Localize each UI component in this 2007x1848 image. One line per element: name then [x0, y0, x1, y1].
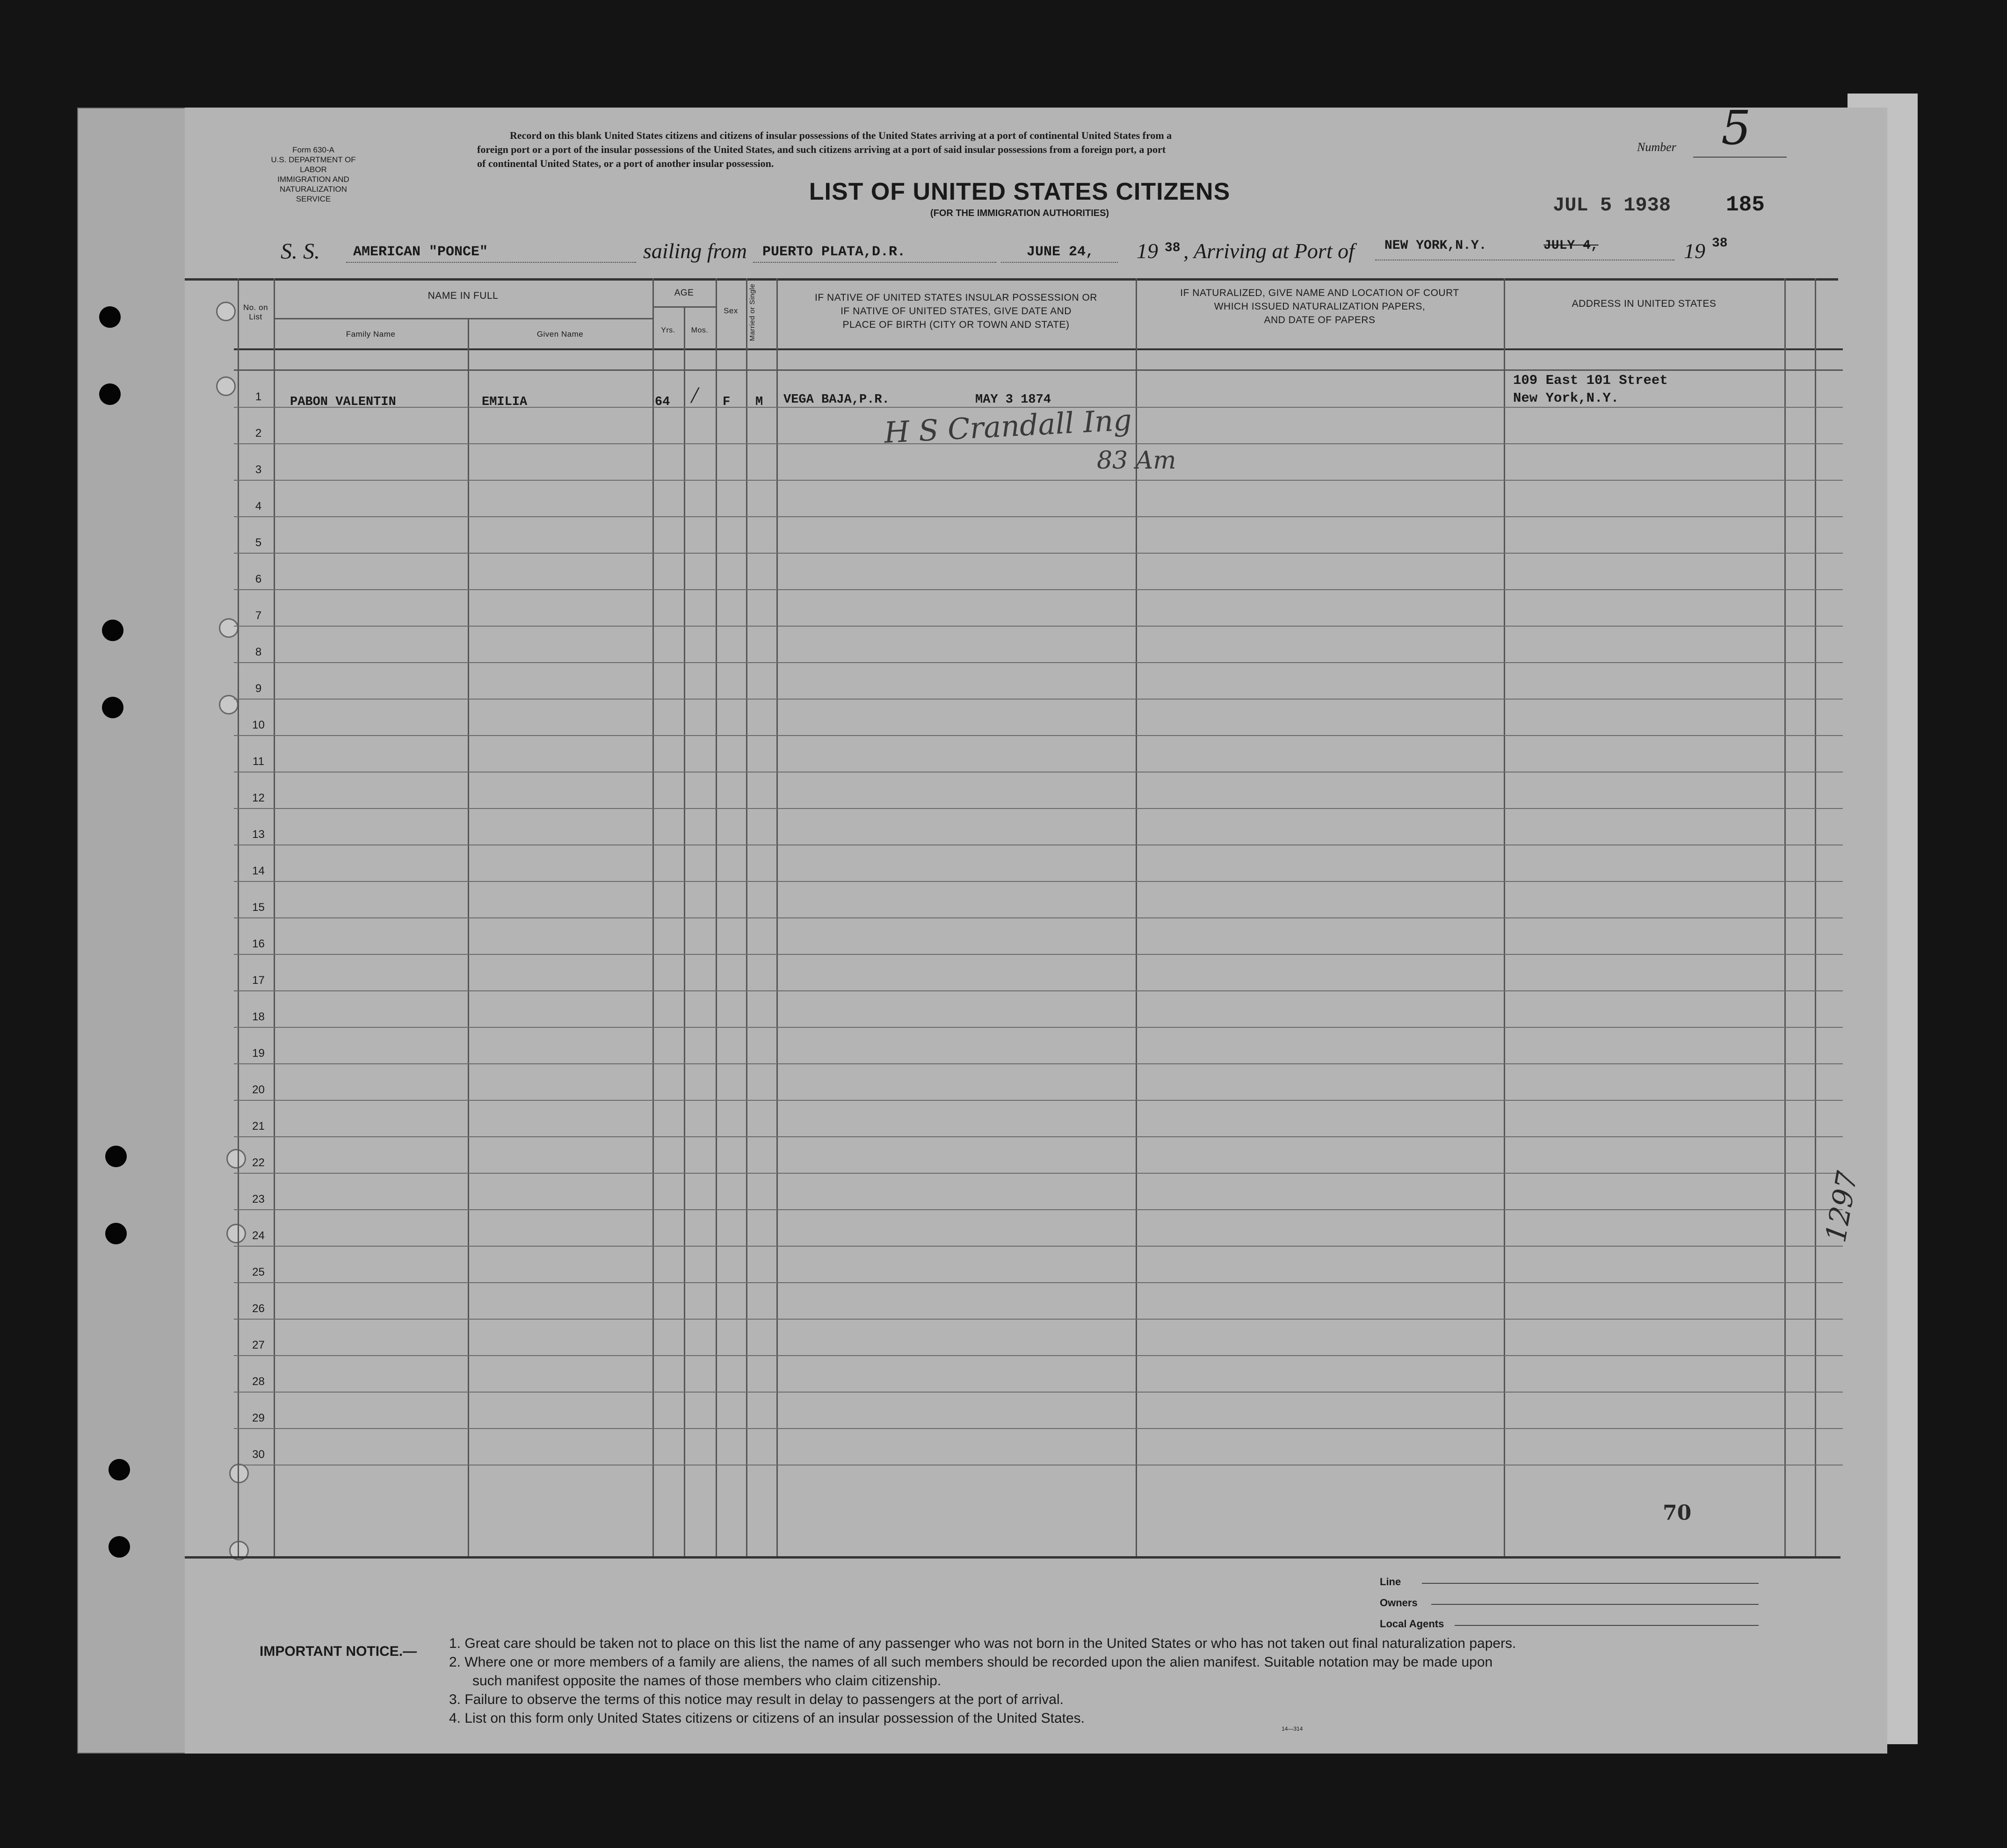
entry-sex: F — [723, 395, 731, 409]
row-rule — [234, 917, 1843, 918]
binder-ring — [219, 695, 239, 715]
header-months: Mos. — [691, 326, 709, 334]
table-header-bottom — [234, 348, 1843, 350]
header-address: ADDRESS IN UNITED STATES — [1572, 298, 1717, 309]
header-naturalization — [1136, 286, 1504, 327]
header-years: Yrs. — [661, 326, 675, 334]
binder-ring — [216, 376, 236, 396]
received-stamp: JUL 5 1938 — [1553, 194, 1671, 217]
header-line: IF NATURALIZED, GIVE NAME AND LOCATION OF COURT — [1180, 288, 1459, 298]
form-sheet — [185, 108, 1887, 1754]
form-id: Form 630-A — [292, 145, 334, 154]
arriving-label: , Arriving at Port of — [1183, 239, 1355, 263]
binder-ring — [216, 302, 236, 321]
entry-marital-status: M — [755, 395, 763, 409]
row-number: 30 — [252, 1448, 265, 1461]
row-rule — [234, 1063, 1843, 1064]
header-age: AGE — [674, 288, 694, 298]
row-rule — [234, 735, 1843, 736]
agents-field — [1455, 1625, 1759, 1626]
row-number: 21 — [252, 1120, 265, 1133]
notice-item-2: 2. Where one or more members of a family are aliens, the names of all such members should be recorded upon the alien manifest. Suitable notation may be made upon — [449, 1654, 1493, 1670]
punch-hole — [105, 1223, 127, 1244]
instruction-line: foreign port or a port of the insular possessions of the United States, and such citizens arriving at a port of said insular possessions from a foreign port, a port — [477, 144, 1166, 155]
row-number: 25 — [252, 1266, 265, 1278]
arrival-date-struck: JULY 4, — [1543, 238, 1599, 253]
sailing-year: 38 — [1165, 241, 1181, 255]
row-number: 18 — [252, 1011, 265, 1023]
column-rule — [468, 318, 469, 1557]
arrival-year-prefix: 19 — [1684, 239, 1705, 263]
local-agents-label: Local Agents — [1380, 1618, 1444, 1630]
notice-item-2-cont: such manifest opposite the names of those members who claim citizenship. — [472, 1673, 942, 1689]
number-underline — [1693, 157, 1787, 158]
margin-handwritten-number: 1297 — [1819, 1169, 1864, 1245]
row-number: 9 — [255, 682, 262, 695]
print-code: 14—314 — [1282, 1725, 1303, 1732]
row-rule — [234, 1246, 1843, 1247]
important-notice — [449, 1634, 1805, 1728]
header-line: PLACE OF BIRTH (CITY OR TOWN AND STATE) — [842, 319, 1070, 330]
owners-label: Owners — [1380, 1597, 1418, 1609]
form-instructions — [477, 129, 1553, 171]
header-native-birth — [776, 291, 1136, 332]
row-rule — [234, 699, 1843, 700]
row-number: 12 — [252, 792, 265, 804]
row-number: 27 — [252, 1339, 265, 1351]
service-line: IMMIGRATION AND — [277, 175, 349, 184]
entry-birthplace: VEGA BAJA,P.R. — [783, 393, 890, 407]
table-header-rule — [234, 369, 1843, 371]
form-subtitle: (FOR THE IMMIGRATION AUTHORITIES) — [930, 208, 1109, 218]
number-value: 5 — [1721, 101, 1751, 155]
header-sex: Sex — [724, 306, 738, 315]
row-rule — [234, 808, 1843, 809]
sailing-date: JUNE 24, — [1027, 244, 1094, 260]
table-bottom-border — [185, 1556, 1840, 1559]
row-number: 6 — [255, 573, 262, 585]
row-rule — [234, 1428, 1843, 1429]
row-rule — [234, 589, 1843, 590]
row-number: 29 — [252, 1412, 265, 1424]
row-number: 4 — [255, 500, 262, 513]
header-married-single: Married or Single — [748, 283, 756, 341]
punch-hole — [102, 620, 123, 641]
footer-page-number: 70 — [1663, 1501, 1692, 1525]
row-rule — [234, 443, 1843, 444]
form-title: LIST OF UNITED STATES CITIZENS — [809, 178, 1231, 205]
line-label: Line — [1380, 1576, 1401, 1588]
row-rule — [234, 1136, 1843, 1137]
column-rule — [684, 306, 685, 1557]
header-name-in-full: NAME IN FULL — [427, 290, 499, 301]
shipping-signoff — [1380, 1571, 1444, 1634]
row-rule — [234, 1392, 1843, 1393]
punch-hole — [109, 1536, 130, 1558]
row-number: 11 — [253, 755, 264, 768]
ss-label: S. S. — [281, 239, 320, 264]
notice-title: IMPORTANT NOTICE.— — [260, 1644, 417, 1659]
row-number: 26 — [252, 1302, 265, 1315]
entry-age-years: 64 — [655, 395, 670, 409]
instruction-line: Record on this blank United States citizens and citizens of insular possessions of the United States arriving at a port of continental United States from a — [510, 130, 1172, 141]
row-number: 8 — [255, 646, 262, 658]
header-line: IF NATIVE OF UNITED STATES INSULAR POSSESSION OR — [815, 292, 1097, 303]
row-rule — [234, 626, 1843, 627]
row-number: 16 — [252, 938, 265, 950]
row-number: 15 — [252, 901, 265, 914]
address-line: 109 East 101 Street — [1513, 373, 1668, 388]
row-rule — [234, 990, 1843, 991]
row-rule — [234, 1027, 1843, 1028]
department: U.S. DEPARTMENT OF LABOR — [271, 155, 356, 174]
service-line: NATURALIZATION SERVICE — [280, 185, 347, 203]
row-number: 10 — [252, 719, 265, 731]
arrival-year: 38 — [1712, 236, 1728, 251]
entry-given-name: EMILIA — [482, 395, 528, 409]
arrival-port: NEW YORK,N.Y. — [1384, 238, 1487, 253]
row-rule — [234, 1209, 1843, 1210]
row-number: 22 — [252, 1156, 265, 1169]
row-number: 2 — [255, 427, 262, 440]
port-underline — [753, 262, 996, 263]
punch-hole — [99, 383, 121, 405]
entry-age-months: / — [691, 382, 698, 408]
notice-item-3: 3. Failure to observe the terms of this notice may result in delay to passengers at the port of arrival. — [449, 1692, 1064, 1707]
row-rule — [234, 1282, 1843, 1283]
row-number: 1 — [255, 390, 262, 403]
sailing-label: sailing from — [643, 239, 747, 263]
header-line: IF NATIVE OF UNITED STATES, GIVE DATE AND — [840, 306, 1072, 317]
row-rule — [234, 1100, 1843, 1101]
row-rule — [234, 480, 1843, 481]
header-given-name: Given Name — [536, 330, 584, 339]
address-line: New York,N.Y. — [1513, 390, 1619, 406]
entry-family-name: PABON VALENTIN — [290, 395, 396, 409]
year-prefix: 19 — [1137, 239, 1158, 263]
row-rule — [234, 1355, 1843, 1356]
row-number: 3 — [255, 463, 262, 476]
notice-item-4: 4. List on this form only United States citizens or citizens of an insular possession of the United States. — [449, 1711, 1085, 1726]
row-number: 14 — [252, 865, 265, 877]
row-number: 13 — [252, 828, 265, 841]
date-underline — [1001, 262, 1118, 263]
instruction-line: of continental United States, or a port of another insular possession. — [477, 158, 774, 169]
ship-name: AMERICAN "PONCE" — [353, 244, 488, 260]
handwritten-floor-note: 83 Am — [1097, 447, 1176, 475]
number-label: Number — [1637, 140, 1676, 154]
row-rule — [234, 1319, 1843, 1320]
row-rule — [234, 881, 1843, 882]
owners-field — [1431, 1604, 1759, 1605]
departure-port: PUERTO PLATA,D.R. — [762, 244, 906, 260]
row-number: 20 — [252, 1083, 265, 1096]
binder-ring — [229, 1464, 249, 1483]
punch-hole — [99, 306, 121, 328]
line-field — [1422, 1583, 1759, 1584]
row-number: 19 — [252, 1047, 265, 1060]
header-family-name: Family Name — [346, 330, 396, 339]
header-no-on-list: No. on List — [243, 303, 268, 321]
stamp-page: 185 — [1726, 193, 1765, 217]
binder-ring — [219, 618, 239, 638]
row-number: 7 — [255, 609, 262, 622]
form-issuer — [262, 145, 365, 204]
row-number: 28 — [252, 1375, 265, 1388]
header-line: WHICH ISSUED NATURALIZATION PAPERS, — [1214, 301, 1426, 312]
row-number: 5 — [255, 536, 262, 549]
table-top-border — [185, 278, 1838, 281]
punch-hole — [102, 697, 123, 718]
row-rule — [234, 954, 1843, 955]
name-subheader-rule — [274, 318, 652, 319]
row-rule — [234, 553, 1843, 554]
inspector-signature: H S Crandall Ing — [883, 403, 1133, 450]
entry-birthdate: MAY 3 1874 — [975, 393, 1051, 407]
row-number: 23 — [252, 1193, 265, 1206]
punch-hole — [105, 1146, 127, 1167]
notice-item-1: 1. Great care should be taken not to place on this list the name of any passenger who was not born in the United States or who has not taken out final naturalization papers. — [449, 1636, 1516, 1651]
row-rule — [234, 1173, 1843, 1174]
ship-underline — [346, 262, 636, 263]
row-rule — [234, 516, 1843, 517]
header-line: AND DATE OF PAPERS — [1264, 315, 1376, 325]
entry-address — [1513, 372, 1668, 407]
punch-hole — [109, 1459, 130, 1480]
row-rule — [234, 662, 1843, 663]
row-number: 24 — [252, 1229, 265, 1242]
row-number: 17 — [252, 974, 265, 987]
